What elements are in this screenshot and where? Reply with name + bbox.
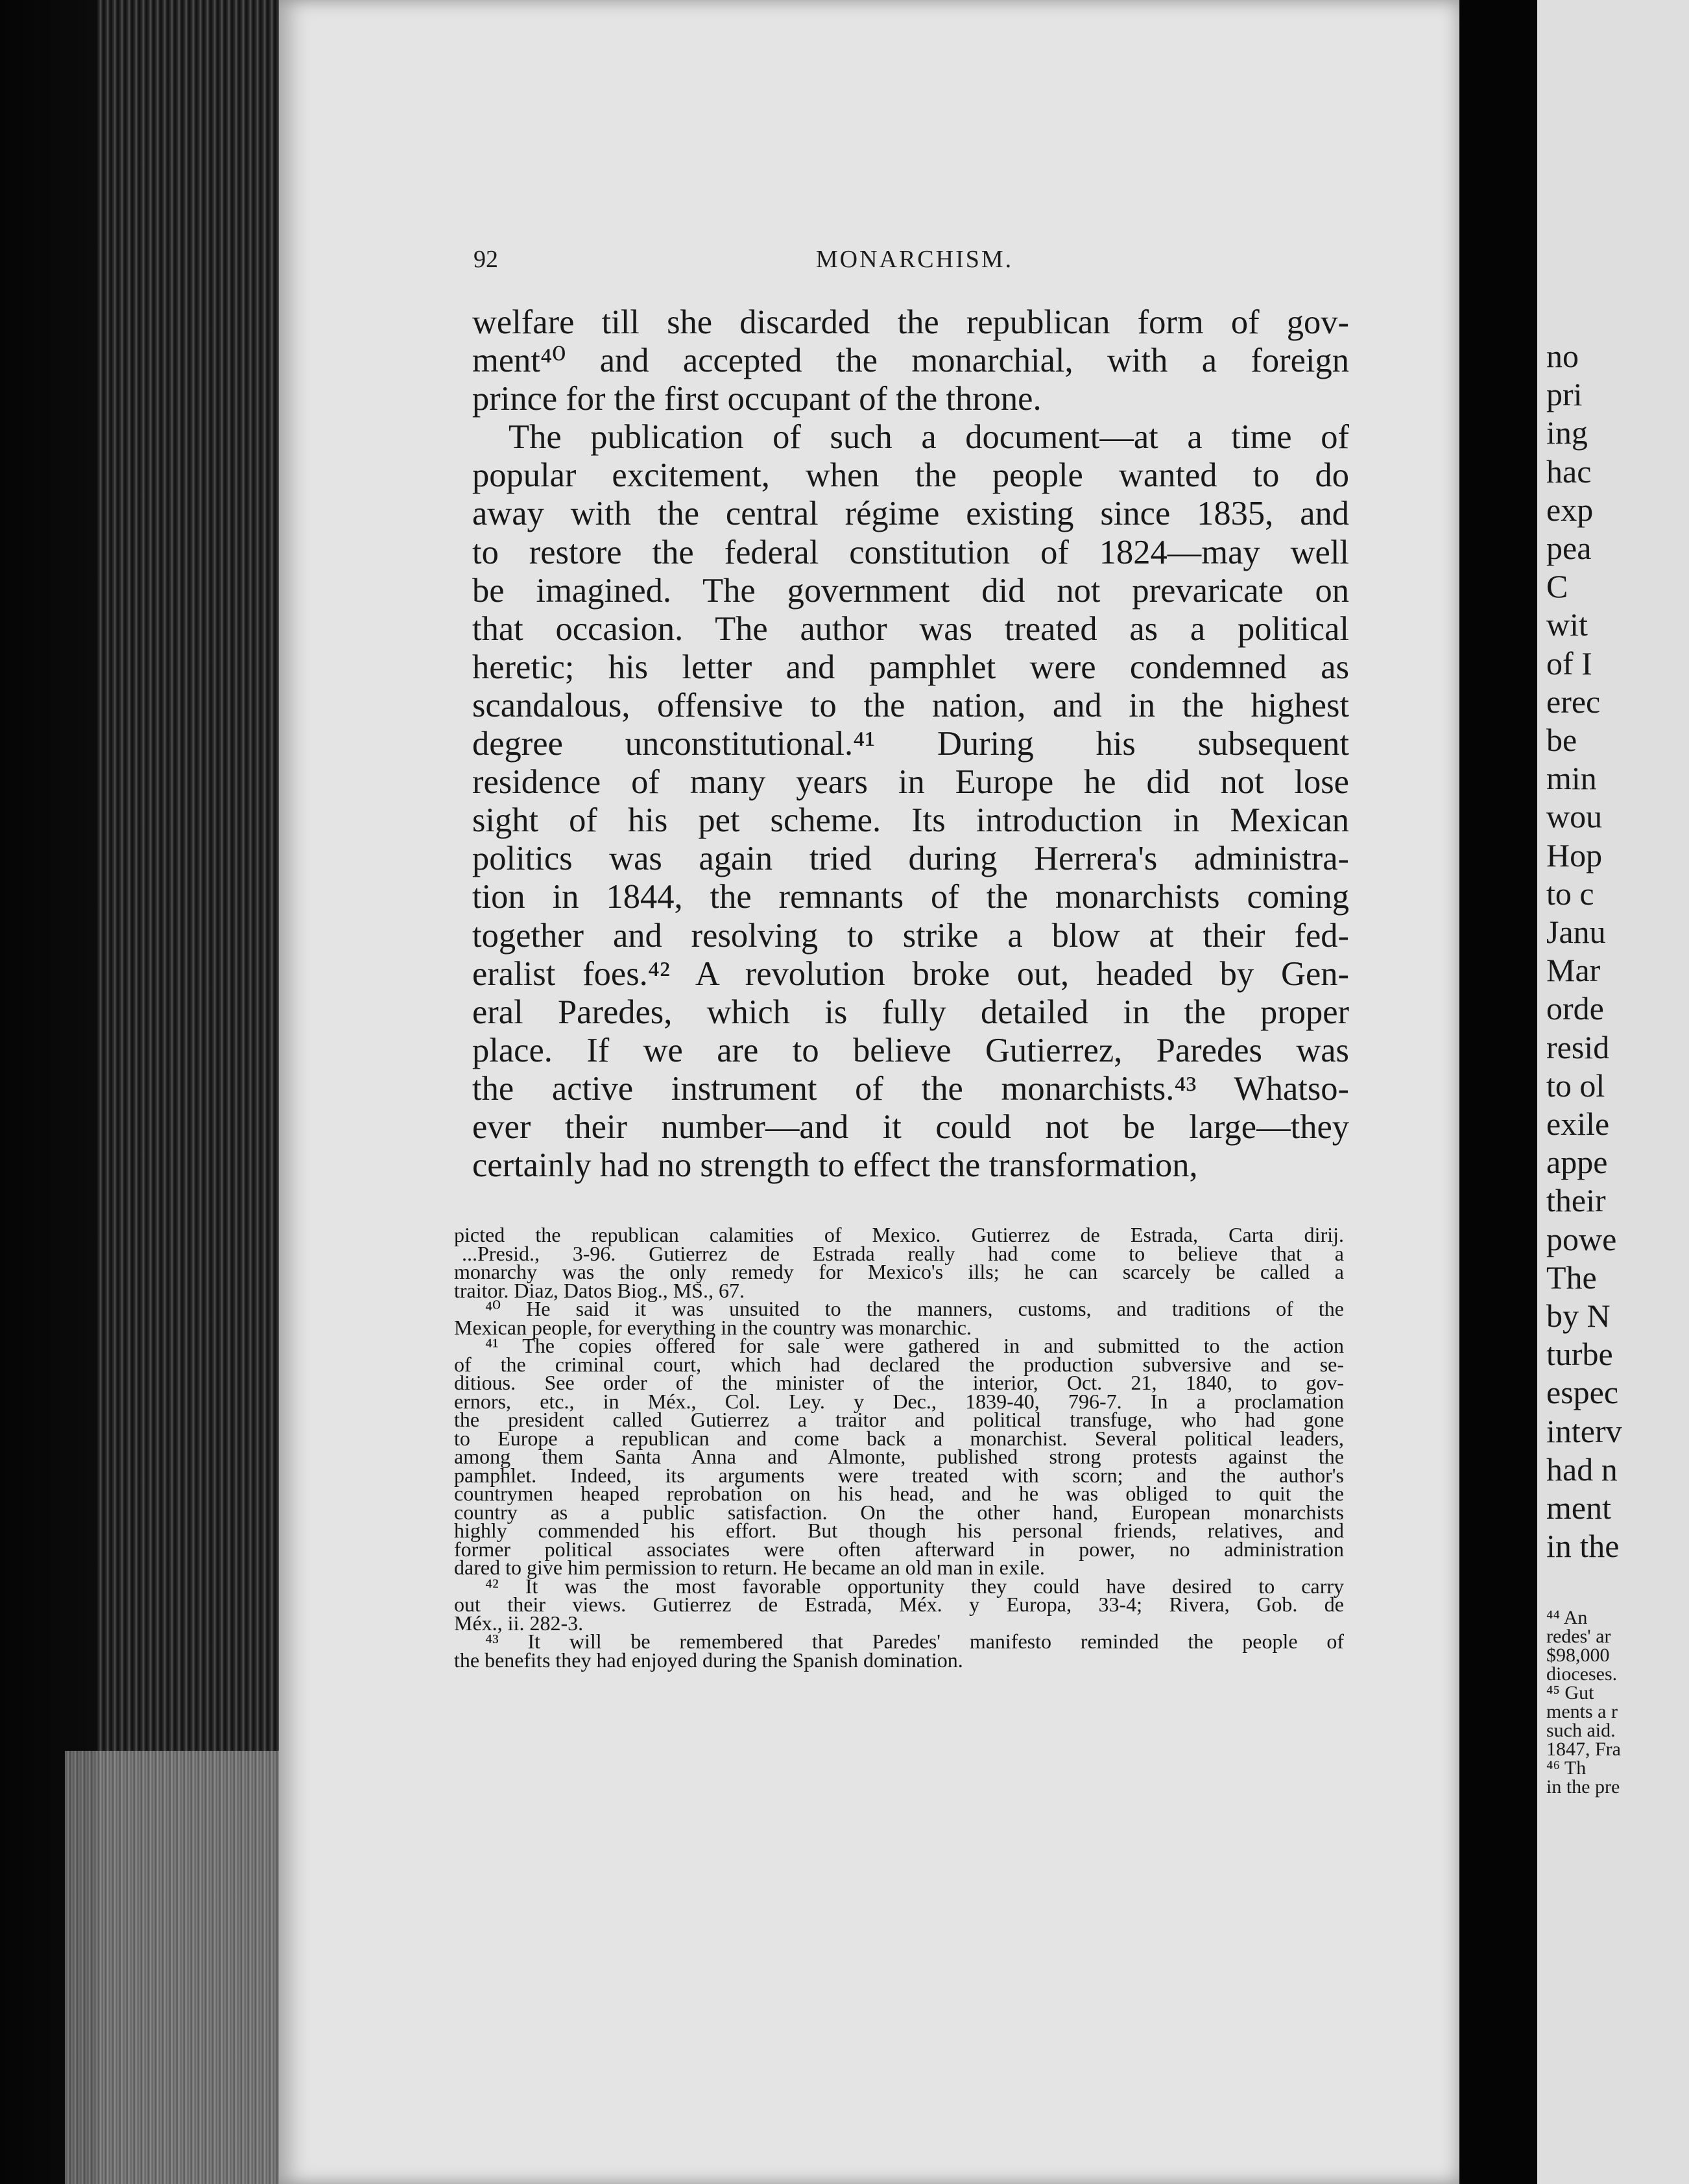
body-line: certainly had no strength to effect the transformation, [472,1146,1198,1185]
footnote-line: ernors, etc., in Méx., Col. Ley. y Dec., 1839-40, 796-7. In a proclamation [454,1389,1344,1413]
page-gutter [1459,0,1537,2184]
footnote-line: the benefits they had enjoyed during the Spanish domination. [454,1648,963,1672]
footnote-line: Mexican people, for everything in the country was monarchic. [454,1315,972,1339]
footnote-line: to Europe a republican and come back a monarchist. Several political leaders, [454,1426,1344,1450]
right-page-line: pea [1546,530,1592,566]
right-page-footnote: $98,000 [1546,1644,1610,1666]
footnote-line: ⁴³ It will be remembered that Paredes' manifesto reminded the people of [485,1630,1344,1653]
right-page-line: C [1546,568,1568,605]
footnote-line: among them Santa Anna and Almonte, published strong protests against the [454,1445,1344,1468]
right-page-footnote: such aid. [1546,1720,1616,1741]
footnote-line: dared to give him permission to return. He became an old man in exile. [454,1556,1045,1579]
body-line: heretic; his letter and pamphlet were condemned as [472,648,1349,686]
body-line: eralist foes.⁴² A revolution broke out, headed by Gen- [472,955,1349,993]
right-page-line: appe [1546,1144,1608,1181]
footnote-line: ⁴¹ The copies offered for sale were gathered in and submitted to the action [485,1334,1344,1357]
right-page-line: in the [1546,1528,1620,1565]
footnote-line: of the criminal court, which had declared the production subversive and se- [454,1352,1344,1376]
right-page-line: be [1546,722,1577,758]
footnote-line: pamphlet. Indeed, its arguments were treated with scorn; and the author's [454,1463,1344,1487]
right-page-line: ment [1546,1490,1611,1526]
right-page-footnote: in the pre [1546,1776,1620,1798]
right-page-line: to ol [1546,1067,1605,1104]
footnote-line: out their views. Gutierrez de Estrada, Méx. y Europa, 33-4; Rivera, Gob. de [454,1593,1344,1616]
body-line: that occasion. The author was treated as a political [472,610,1349,648]
right-page-line: The [1546,1259,1597,1296]
body-text [472,303,1349,1185]
right-page-line: ing [1546,414,1588,451]
right-page-line: pri [1546,376,1583,413]
right-page-line: exp [1546,491,1594,528]
body-line: ever their number—and it could not be large—they [472,1108,1349,1146]
body-line: popular excitement, when the people wanted to do [472,457,1349,495]
right-page-line: erec [1546,683,1601,720]
right-page-line: turbe [1546,1336,1613,1373]
body-line: sight of his pet scheme. Its introduction in Mexican [472,801,1349,840]
footnote-line: the president called Gutierrez a traitor and political transfuge, who had gone [454,1408,1344,1431]
right-page-line: interv [1546,1412,1622,1449]
body-line: degree unconstitutional.⁴¹ During his subsequent [472,725,1349,763]
body-line: place. If we are to believe Gutierrez, Paredes was [472,1031,1349,1069]
body-line: welfare till she discarded the republican form of gov- [472,303,1349,341]
right-page-line: of I [1546,645,1592,682]
right-page-line: their [1546,1182,1606,1219]
right-page-footnote: ⁴⁵ Gut [1546,1682,1594,1703]
running-head [473,245,1356,284]
footnote-line: ⁴² It was the most favorable opportunity they could have desired to carry [485,1574,1344,1598]
body-line: ment⁴⁰ and accepted the monarchial, with a foreign [472,342,1349,380]
page-edges-lower [65,1751,279,2184]
right-page-footnote: ⁴⁴ An [1546,1607,1588,1628]
body-line: to restore the federal constitution of 1824—may well [472,533,1349,571]
right-page-line: orde [1546,990,1604,1027]
body-line: eral Paredes, which is fully detailed in the proper [472,993,1349,1031]
body-line: tion in 1844, the remnants of the monarchists coming [472,878,1349,916]
right-page-footnote: redes' ar [1546,1626,1611,1647]
right-page-line: wou [1546,798,1603,835]
right-page-line: to c [1546,875,1594,912]
footnote-line: ⁴⁰ He said it was unsuited to the manners, customs, and traditions of the [485,1297,1344,1320]
body-line: politics was again tried during Herrera's administra- [472,840,1349,878]
body-line: away with the central régime existing since 1835, and [472,495,1349,533]
right-page-line: powe [1546,1220,1617,1257]
right-page-line: min [1546,760,1597,797]
right-page-line: Janu [1546,914,1606,950]
right-page-footnote: dioceses. [1546,1663,1618,1685]
right-page-line: Hop [1546,837,1603,873]
body-line: the active instrument of the monarchists.⁴³ Whatso- [472,1069,1349,1108]
right-page-line: Mar [1546,952,1601,989]
footnote-line: highly commended his effort. But though his personal friends, relatives, and [454,1519,1344,1542]
page-number: 92 [473,246,498,273]
body-line: scandalous, offensive to the nation, and in the highest [472,686,1349,724]
footnote-line: traitor. Diaz, Datos Biog., MS., 67. [454,1278,745,1302]
right-page-line: by N [1546,1298,1611,1334]
footnote-line: ditious. See order of the minister of the interior, Oct. 21, 1840, to gov- [454,1371,1344,1394]
body-line: The publication of such a document—at a time of [509,418,1349,457]
right-page-line: espec [1546,1374,1619,1411]
right-page-fragment [1537,0,1689,2184]
footnote-line: former political associates were often afterward in power, no administration [454,1537,1344,1561]
footnote-line: monarchy was the only remedy for Mexico's ills; he can scarcely be called a [454,1260,1344,1283]
right-page-line: hac [1546,453,1592,490]
footnote-line: country as a public satisfaction. On the other hand, European monarchists [454,1500,1344,1524]
body-line: residence of many years in Europe he did not lose [472,763,1349,801]
body-line: prince for the first occupant of the throne. [472,380,1042,418]
footnote-line: picted the republican calamities of Mexico. Gutierrez de Estrada, Carta dirij. [454,1223,1344,1246]
footnote-line: ...Presid., 3-96. Gutierrez de Estrada really had come to believe that a [462,1241,1344,1265]
running-title: MONARCHISM. [815,246,1014,273]
right-page-line: exile [1546,1106,1610,1142]
right-page-footnote: 1847, Fra [1546,1739,1621,1760]
footnote-line: countrymen heaped reprobation on his head, and he was obliged to quit the [454,1482,1344,1505]
footnotes [454,1223,1344,1672]
footnote-line: Méx., ii. 282-3. [454,1611,584,1635]
right-page-line: resid [1546,1028,1610,1065]
right-page-footnote: ments a r [1546,1701,1618,1722]
body-line: together and resolving to strike a blow at their fed- [472,916,1349,955]
right-page-footnote: ⁴⁶ Th [1546,1757,1587,1779]
body-line: be imagined. The government did not prevaricate on [472,571,1349,610]
right-page-line: no [1546,338,1579,374]
right-page-line: wit [1546,606,1588,643]
right-page-line: had n [1546,1451,1618,1488]
